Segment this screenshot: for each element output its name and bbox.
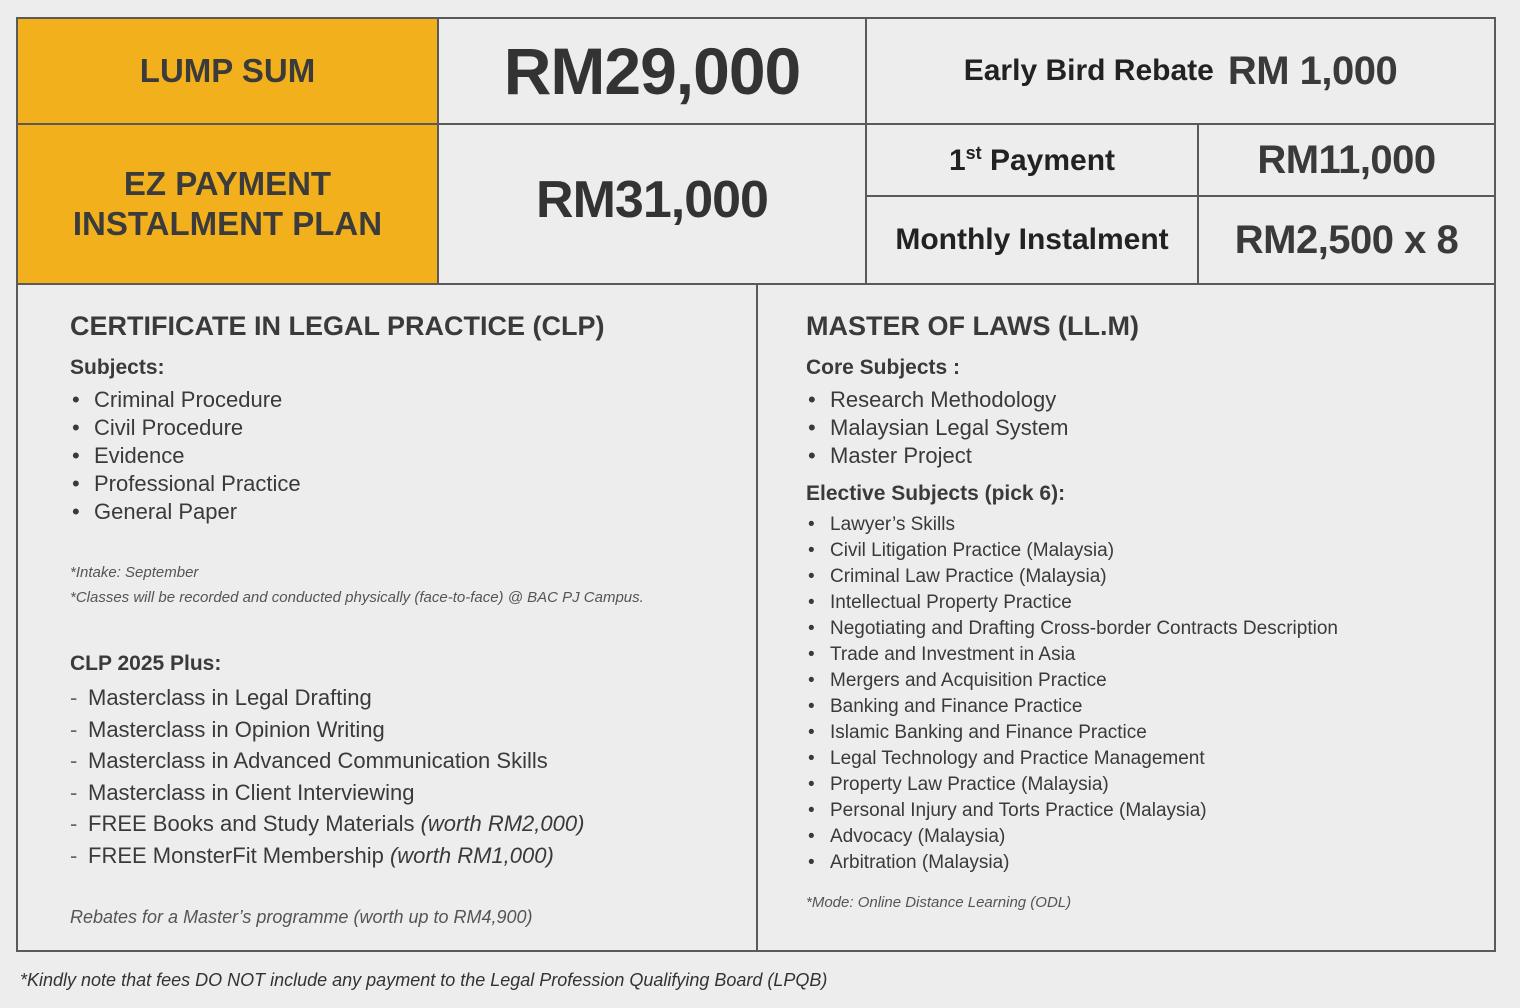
list-item: • Evidence [70, 442, 740, 470]
list-item: • Professional Practice [70, 470, 740, 498]
monthly-label-cell [867, 197, 1197, 283]
llm-core-list [806, 386, 1486, 470]
list-item: • General Paper [70, 498, 740, 526]
lump-sum-price: RM29,000 [503, 34, 801, 108]
monthly-label: Monthly Instalment [895, 223, 1169, 256]
first-payment-label [949, 143, 1115, 178]
list-item: • Mergers and Acquisition Practice [806, 668, 1486, 694]
divider [865, 19, 867, 283]
list-item: • Criminal Law Practice (Malaysia) [806, 564, 1486, 590]
list-item: • Legal Technology and Practice Management [806, 746, 1486, 772]
lump-sum-label: LUMP SUM [139, 52, 316, 89]
divider [867, 195, 1494, 197]
divider [437, 19, 439, 283]
first-payment-number: 1 [948, 143, 966, 177]
ez-price-cell [439, 125, 865, 275]
clp-classes-note: *Classes will be recorded and conducted physically (face-to-face) @ BAC PJ Campus. [70, 589, 644, 606]
list-item: - Masterclass in Opinion Writing [70, 714, 740, 746]
ez-price: RM31,000 [536, 171, 768, 229]
divider [756, 285, 758, 950]
first-payment-value: RM11,000 [1257, 137, 1436, 182]
lump-sum-label-cell [18, 19, 437, 123]
list-item: • Personal Injury and Torts Practice (Malaysia) [806, 798, 1486, 824]
early-bird-label: Early Bird Rebate [963, 54, 1214, 87]
list-item: • Negotiating and Drafting Cross-border Contracts Description [806, 616, 1486, 642]
list-item: • Criminal Procedure [70, 386, 740, 414]
list-item: - FREE MonsterFit Membership (worth RM1,000) [70, 840, 740, 872]
list-item: • Malaysian Legal System [806, 414, 1486, 442]
list-item: • Master Project [806, 442, 1486, 470]
ez-payment-label [73, 164, 382, 244]
list-item: • Islamic Banking and Finance Practice [806, 720, 1486, 746]
llm-title: MASTER OF LAWS (LL.M) [806, 311, 1139, 341]
clp-plus-list [70, 682, 740, 871]
list-item: - Masterclass in Legal Drafting [70, 682, 740, 714]
list-item: • Trade and Investment in Asia [806, 642, 1486, 668]
fee-disclaimer: *Kindly note that fees DO NOT include any payment to the Legal Profession Qualifying Board (LPQB) [20, 970, 828, 990]
list-item: • Arbitration (Malaysia) [806, 850, 1486, 876]
llm-core-heading: Core Subjects : [806, 356, 961, 379]
llm-elective-heading: Elective Subjects (pick 6): [806, 482, 1066, 505]
list-item: • Property Law Practice (Malaysia) [806, 772, 1486, 798]
list-item: • Intellectual Property Practice [806, 590, 1486, 616]
clp-title: CERTIFICATE IN LEGAL PRACTICE (CLP) [70, 311, 605, 341]
clp-intake-note: *Intake: September [70, 564, 199, 581]
divider [1197, 125, 1199, 283]
clp-section [70, 311, 740, 930]
llm-section [806, 311, 1486, 915]
list-item: • Research Methodology [806, 386, 1486, 414]
clp-rebate-note: Rebates for a Master’s programme (worth up to RM4,900) [70, 907, 533, 927]
monthly-value-cell [1199, 197, 1494, 283]
early-bird-cell [867, 19, 1494, 123]
llm-elective-list [806, 512, 1486, 876]
llm-mode-note: *Mode: Online Distance Learning (ODL) [806, 894, 1072, 911]
monthly-value: RM2,500 x 8 [1234, 217, 1459, 262]
list-item: - FREE Books and Study Materials (worth RM2,000) [70, 808, 740, 840]
fee-table [16, 17, 1496, 952]
ez-payment-label-line2: INSTALMENT PLAN [72, 205, 383, 242]
clp-subjects-heading: Subjects: [70, 356, 165, 379]
clp-subjects-list [70, 386, 740, 526]
first-payment-text: Payment [981, 143, 1116, 177]
list-item: • Civil Litigation Practice (Malaysia) [806, 538, 1486, 564]
list-item: • Civil Procedure [70, 414, 740, 442]
list-item: • Banking and Finance Practice [806, 694, 1486, 720]
clp-plus-heading: CLP 2025 Plus: [70, 652, 222, 675]
list-item: • Lawyer’s Skills [806, 512, 1486, 538]
lump-sum-price-cell [439, 19, 865, 123]
divider [18, 123, 1494, 125]
list-item: - Masterclass in Advanced Communication Skills [70, 745, 740, 777]
ez-payment-label-line1: EZ PAYMENT [123, 165, 332, 202]
first-payment-ordinal: st [965, 142, 982, 163]
first-payment-label-cell [867, 125, 1197, 195]
ez-payment-label-cell [18, 125, 437, 283]
list-item: - Masterclass in Client Interviewing [70, 777, 740, 809]
first-payment-value-cell [1199, 125, 1494, 195]
early-bird-value: RM 1,000 [1227, 48, 1398, 93]
list-item: • Advocacy (Malaysia) [806, 824, 1486, 850]
